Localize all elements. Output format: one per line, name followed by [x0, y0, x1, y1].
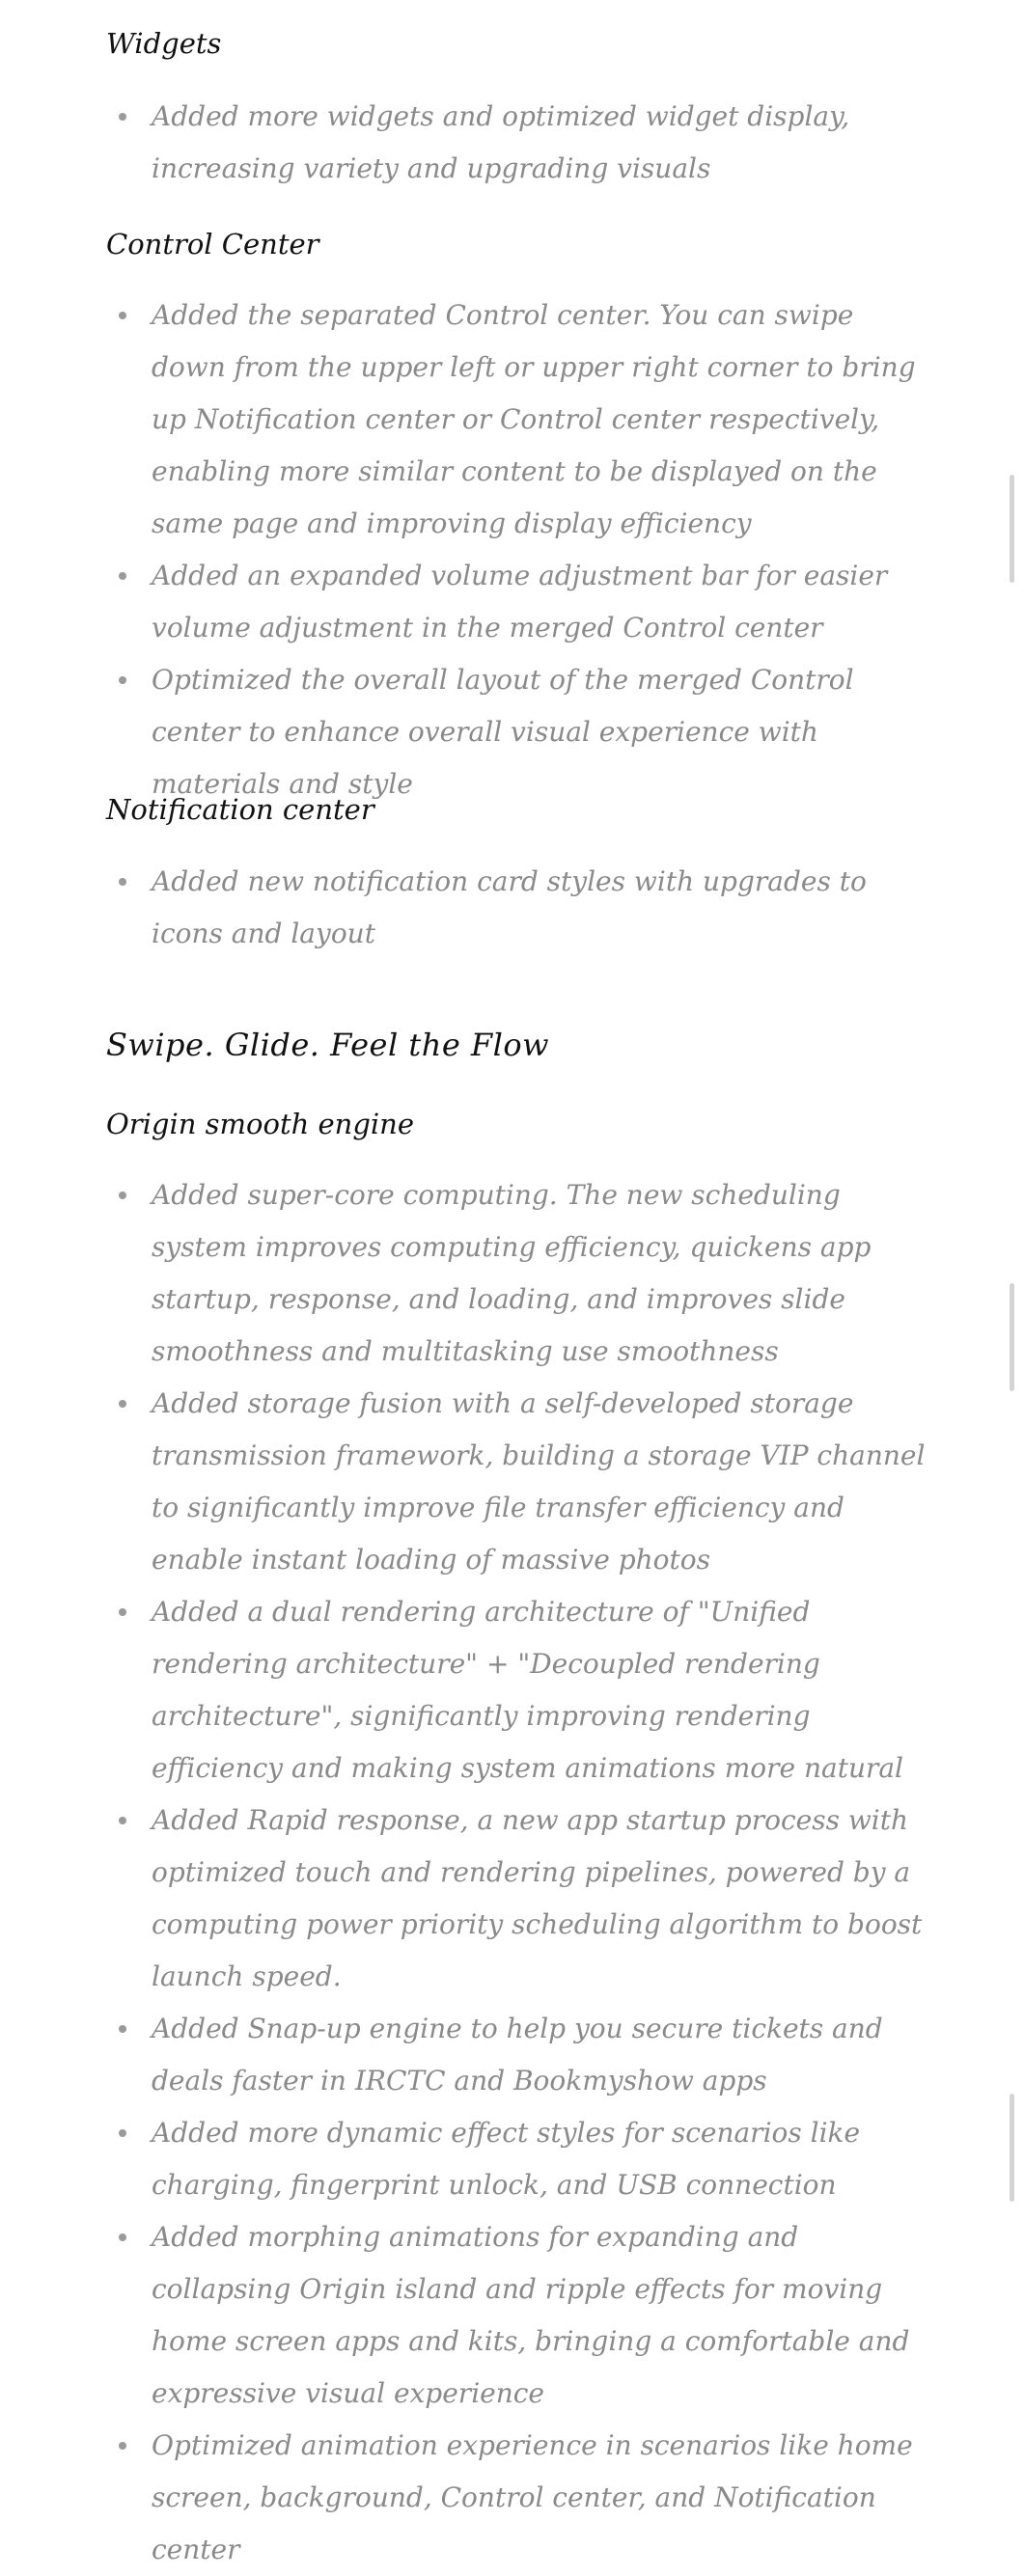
list-item: Added a dual rendering architecture of "Unified rendering architecture" + "Decoupled rendering architecture", significantly improving rendering efficiency and making system animations more natural [106, 1586, 927, 1795]
bullet-icon [119, 878, 126, 886]
list-item: Optimized animation experience in scenarios like home screen, background, Control center, and Notification center [106, 2420, 927, 2576]
bullet-icon [119, 113, 126, 121]
list-item: Optimized the overall layout of the merged Control center to enhance overall visual experience with materials and style [106, 654, 927, 810]
bullet-icon [119, 1608, 126, 1616]
scroll-indicator[interactable] [1010, 1283, 1014, 1391]
widgets-list [106, 91, 927, 195]
list-item: Added more dynamic effect styles for scenarios like charging, fingerprint unlock, and USB connection [106, 2107, 927, 2211]
scroll-indicator[interactable] [1010, 2094, 1014, 2202]
origin-engine-list [106, 1169, 927, 2576]
bullet-icon [119, 2129, 126, 2137]
list-item: Added super-core computing. The new scheduling system improves computing efficiency, quickens app startup, response, and loading, and improves slide smoothness and multitasking use smoothness [106, 1169, 927, 1378]
list-item: Added more widgets and optimized widget display, increasing variety and upgrading visuals [106, 91, 927, 195]
notification-center-heading: Notification center [106, 793, 374, 826]
bullet-icon [119, 312, 126, 319]
bullet-icon [119, 676, 126, 684]
list-item: Added Rapid response, a new app startup process with optimized touch and rendering pipelines, powered by a computing power priority scheduling algorithm to boost launch speed. [106, 1795, 927, 2003]
bullet-icon [119, 2233, 126, 2241]
bullet-icon [119, 2025, 126, 2033]
bullet-icon [119, 1192, 126, 1199]
origin-engine-heading: Origin smooth engine [106, 1108, 415, 1140]
scroll-indicator[interactable] [1010, 475, 1014, 583]
list-item: Added an expanded volume adjustment bar for easier volume adjustment in the merged Control center [106, 550, 927, 654]
flow-section-title: Swipe. Glide. Feel the Flow [106, 1027, 550, 1063]
bullet-icon [119, 1817, 126, 1824]
list-item: Added storage fusion with a self-developed storage transmission framework, building a storage VIP channel to significantly improve file transfer efficiency and enable instant loading of massive photos [106, 1378, 927, 1586]
bullet-icon [119, 1400, 126, 1408]
bullet-icon [119, 572, 126, 580]
control-center-heading: Control Center [106, 228, 319, 260]
notification-center-list [106, 856, 927, 960]
list-item: Added new notification card styles with upgrades to icons and layout [106, 856, 927, 960]
list-item: Added the separated Control center. You can swipe down from the upper left or upper right corner to bring up Notification center or Control center respectively, enabling more similar content to be displayed on the same page and improving display efficiency [106, 289, 927, 550]
widgets-heading: Widgets [106, 27, 222, 60]
control-center-list [106, 289, 927, 810]
bullet-icon [119, 2442, 126, 2450]
list-item: Added morphing animations for expanding and collapsing Origin island and ripple effects for moving home screen apps and kits, bringing a comfortable and expressive visual experience [106, 2211, 927, 2420]
list-item: Added Snap-up engine to help you secure tickets and deals faster in IRCTC and Bookmyshow apps [106, 2003, 927, 2107]
